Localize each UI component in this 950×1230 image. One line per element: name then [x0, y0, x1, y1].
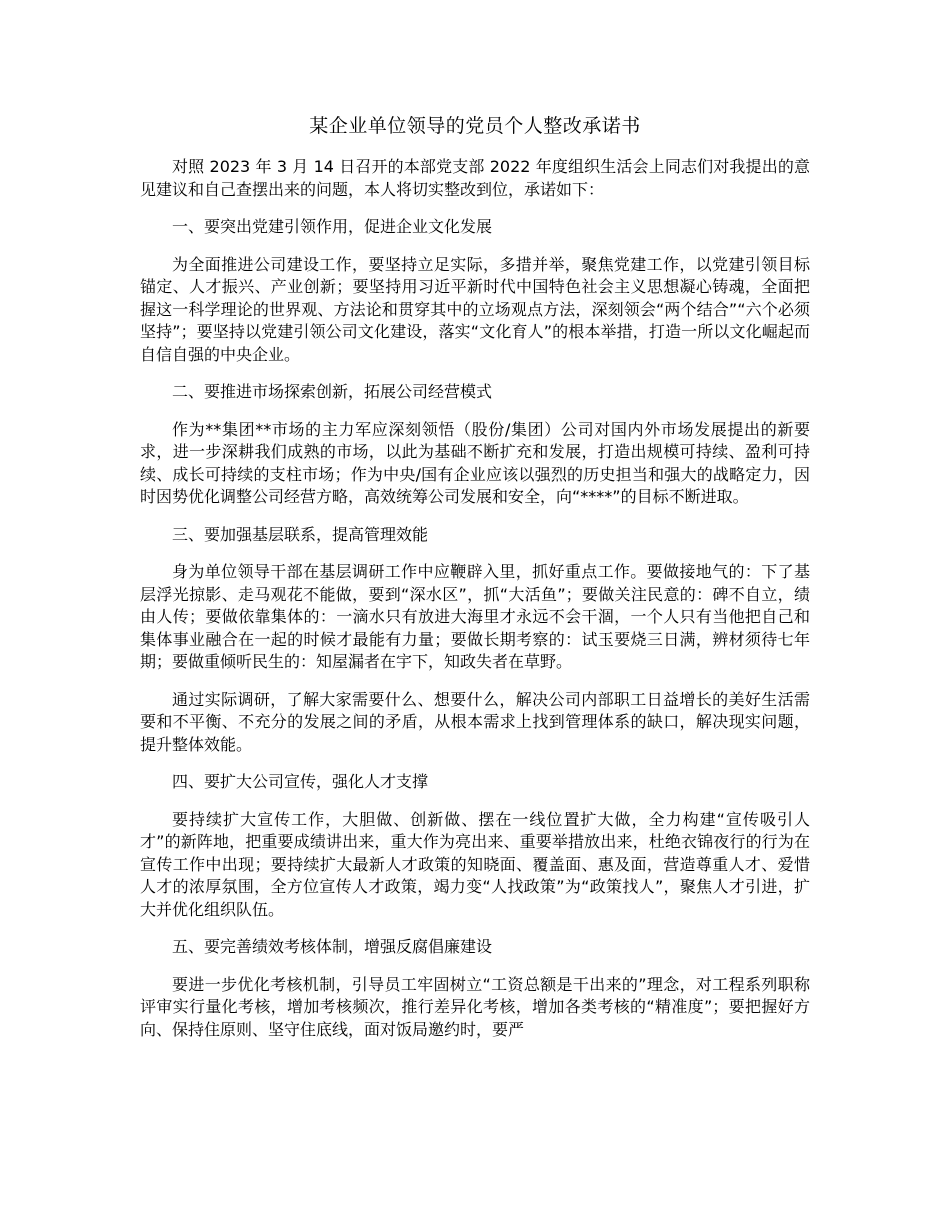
section-heading: 四、要扩大公司宣传，强化人才支撑	[172, 772, 429, 791]
section-1	[140, 216, 810, 366]
intro-paragraph: 对照 2023 年 3 月 14 日召开的本部党支部 2022 年度组织生活会上同志们对我提出的意见建议和自己查摆出来的问题，本人将切实整改到位，承诺如下：	[140, 157, 810, 199]
section-3	[140, 524, 810, 757]
section-paragraph: 作为**集团**市场的主力军应深刻领悟（股份/集团）公司对国内外市场发展提出的新要求，进一步深耕我们成熟的市场，以此为基础不断扩充和发展，打造出规模可持续、盈利可持续、成长可持续的支柱市场；作为中央/国有企业应该以强烈的历史担当和强大的战略定力，因时因势优化调整公司经营方略，高效统筹公司发展和安全，向“****”的目标不断进取。	[140, 419, 810, 506]
section-4	[140, 771, 810, 921]
section-paragraph: 为全面推进公司建设工作，要坚持立足实际，多措并举，聚焦党建工作，以党建引领目标锚定、人才振兴、产业创新；要坚持用习近平新时代中国特色社会主义思想凝心铸魂，全面把握这一科学理论的世界观、方法论和贯穿其中的立场观点方法，深刻领会“两个结合”“六个必须坚持”；要坚持以党建引领公司文化建设，落实“文化育人”的根本举措，打造一所以文化崛起而自信自强的中央企业。	[140, 254, 810, 364]
section-paragraph: 身为单位领导干部在基层调研工作中应鞭辟入里，抓好重点工作。要做接地气的：下了基层浮光掠影、走马观花不能做，要到“深水区”，抓“大活鱼”；要做关注民意的：碑不自立，绩由人传；要做依靠集体的：一滴水只有放进大海里才永远不会干涸，一个人只有当他把自己和集体事业融合在一起的时候才最能有力量；要做长期考察的：试玉要烧三日满，辨材须待七年期；要做重倾听民生的：知屋漏者在宇下，知政失者在草野。	[140, 562, 810, 671]
document-title: 某企业单位领导的党员个人整改承诺书	[309, 115, 641, 137]
section-2	[140, 381, 810, 509]
section-heading: 一、要突出党建引领作用，促进企业文化发展	[172, 217, 493, 236]
section-5	[140, 936, 810, 1041]
section-paragraph: 要进一步优化考核机制，引导员工牢固树立“工资总额是干出来的”理念，对工程系列职称评审实行量化考核，增加考核频次，推行差异化考核，增加各类考核的“精准度”；要把握好方向、保持住原则、坚守住底线，面对饭局邀约时，要严	[140, 974, 810, 1039]
section-heading: 五、要完善绩效考核体制，增强反腐倡廉建设	[172, 937, 493, 956]
section-paragraph: 通过实际调研，了解大家需要什么、想要什么，解决公司内部职工日益增长的美好生活需要和不平衡、不充分的发展之间的矛盾，从根本需求上找到管理体系的缺口，解决现实问题，提升整体效能。	[140, 689, 810, 754]
document-page	[140, 112, 810, 1056]
section-heading: 二、要推进市场探索创新，拓展公司经营模式	[172, 382, 493, 401]
section-paragraph: 要持续扩大宣传工作，大胆做、创新做、摆在一线位置扩大做，全力构建“宣传吸引人才”的新阵地，把重要成绩讲出来，重大作为亮出来、重要举措放出来，杜绝衣锦夜行的行为在宣传工作中出现；要持续扩大最新人才政策的知晓面、覆盖面、惠及面，营造尊重人才、爱惜人才的浓厚氛围，全方位宣传人才政策，竭力变“人找政策”为“政策找人”，聚焦人才引进，扩大并优化组织队伍。	[140, 809, 810, 919]
section-heading: 三、要加强基层联系，提高管理效能	[172, 524, 429, 544]
